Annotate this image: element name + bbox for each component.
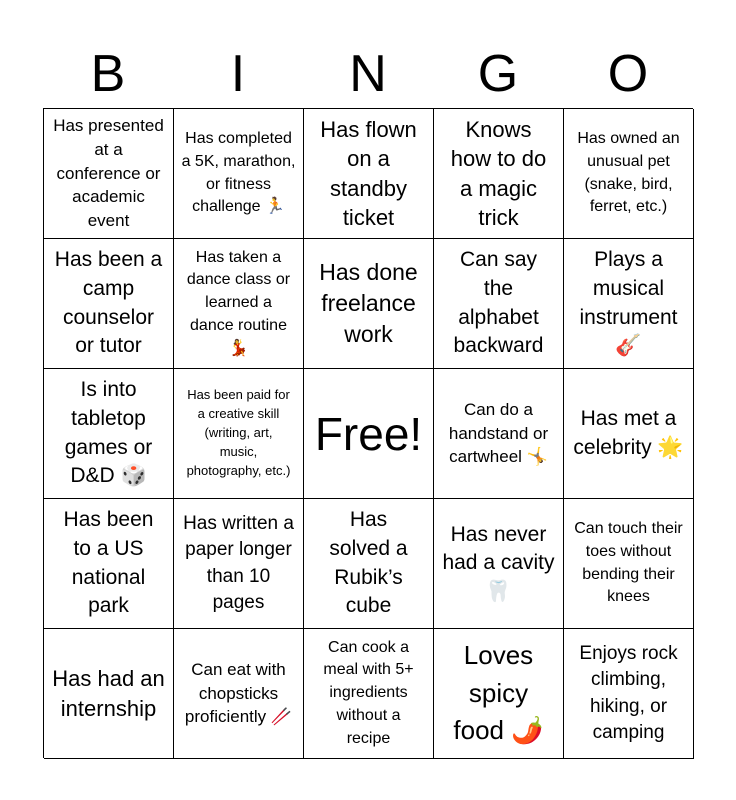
bingo-cell-r2-c3[interactable]	[304, 239, 434, 369]
header-letter-i: I	[230, 45, 246, 103]
cell-text: Enjoys rock climbing, hiking, or camping	[579, 643, 678, 743]
cell-text: Has been a camp counselor or tutor	[54, 248, 163, 358]
cell-text: Has owned an unusual pet (snake, bird, ferret, etc.)	[577, 130, 680, 216]
free-space-text: Free!	[314, 407, 423, 460]
bingo-cell-r4-c1[interactable]	[44, 499, 174, 629]
cell-text: Has had an internship	[52, 666, 165, 721]
bingo-cell-r1-c5[interactable]	[564, 109, 694, 239]
header-letter-n: N	[349, 45, 387, 103]
bingo-header	[43, 40, 693, 108]
bingo-cell-r4-c3[interactable]	[304, 499, 434, 629]
bingo-cell-r5-c2[interactable]	[174, 629, 304, 759]
bingo-cell-r3-c4[interactable]	[434, 369, 564, 499]
cell-text: Has completed a 5K, marathon, or fitness challenge 🏃	[181, 130, 296, 216]
bingo-cell-r4-c5[interactable]	[564, 499, 694, 629]
cell-text: Has met a celebrity 🌟	[573, 406, 684, 459]
header-letter-g: G	[477, 45, 519, 103]
cell-text: Has never had a cavity 🦷	[442, 522, 555, 603]
bingo-cell-r3-c5[interactable]	[564, 369, 694, 499]
bingo-cell-r3-c1[interactable]	[44, 369, 174, 499]
bingo-cell-r2-c4[interactable]	[434, 239, 564, 369]
cell-text: Can eat with chopsticks proficiently 🥢	[184, 659, 293, 727]
bingo-cell-r2-c5[interactable]	[564, 239, 694, 369]
cell-text: Has flown on a standby ticket	[320, 117, 417, 230]
bingo-cell-r2-c1[interactable]	[44, 239, 174, 369]
bingo-cell-r4-c4[interactable]	[434, 499, 564, 629]
bingo-cell-r1-c2[interactable]	[174, 109, 304, 239]
bingo-cell-r3-c3[interactable]	[304, 369, 434, 499]
bingo-cell-r1-c1[interactable]	[44, 109, 174, 239]
cell-text: Has presented at a conference or academic event	[53, 116, 164, 231]
bingo-cell-r5-c5[interactable]	[564, 629, 694, 759]
cell-text: Has done freelance work	[319, 258, 418, 348]
bingo-cell-r2-c2[interactable]	[174, 239, 304, 369]
cell-text: Has taken a dance class or learned a dance routine 💃	[186, 248, 291, 357]
bingo-cell-r3-c2[interactable]	[174, 369, 304, 499]
bingo-cell-r5-c4[interactable]	[434, 629, 564, 759]
cell-text: Knows how to do a magic trick	[450, 117, 547, 230]
bingo-cell-r4-c2[interactable]	[174, 499, 304, 629]
cell-text: Plays a musical instrument 🎸	[579, 248, 678, 358]
cell-text: Can say the alphabet backward	[453, 248, 544, 358]
cell-text: Can touch their toes without bending their knees	[574, 520, 683, 606]
bingo-cell-r5-c3[interactable]	[304, 629, 434, 759]
cell-text: Has been to a US national park	[63, 508, 154, 618]
bingo-cell-r5-c1[interactable]	[44, 629, 174, 759]
header-letter-b: B	[90, 45, 126, 103]
cell-text: Has written a paper longer than 10 pages	[183, 513, 294, 613]
cell-text: Loves spicy food 🌶️	[453, 639, 544, 746]
bingo-cell-r1-c4[interactable]	[434, 109, 564, 239]
bingo-board	[43, 108, 693, 758]
cell-text: Is into tabletop games or D&D 🎲	[64, 378, 153, 488]
bingo-cell-r1-c3[interactable]	[304, 109, 434, 239]
cell-text: Can do a handstand or cartwheel 🤸	[448, 399, 549, 467]
cell-text: Can cook a meal with 5+ ingredients without a recipe	[323, 638, 414, 747]
header-letter-o: O	[607, 45, 649, 103]
cell-text: Has been paid for a creative skill (writing, art, music, photography, etc.)	[186, 387, 291, 478]
cell-text: Has solved a Rubik’s cube	[329, 508, 408, 618]
